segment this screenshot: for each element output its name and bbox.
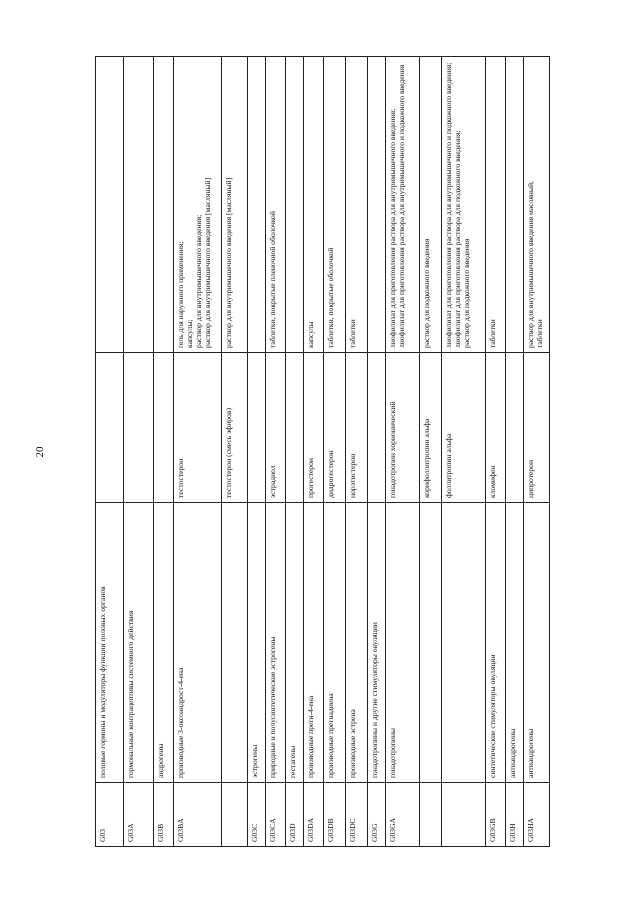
table-row [524, 57, 550, 847]
drug-name-cell: норэтистерон [346, 353, 368, 503]
dosage-form-cell: лиофилизат для приготовления раствора для внутримышечного и подкожного введения; лиофилизат для приготовления раствора для подкожного введения; раствор для подкожного введения [442, 57, 486, 353]
atc-code-cell: G03B [154, 783, 174, 847]
drug-name-cell: кломифен [486, 353, 506, 503]
atc-code-cell: G03D [286, 783, 304, 847]
group-name-cell: синтетические стимуляторы овуляции [486, 503, 506, 783]
table-row [346, 57, 368, 847]
group-name-cell: производные прегн-4-ена [304, 503, 324, 783]
table-row [506, 57, 524, 847]
drug-name-cell [248, 353, 266, 503]
drug-name-cell [506, 353, 524, 503]
group-name-cell [222, 503, 248, 783]
atc-code-cell: G03G [368, 783, 386, 847]
table-row [486, 57, 506, 847]
atc-code-cell: G03A [124, 783, 154, 847]
rotated-page-content [95, 57, 545, 847]
table-row [420, 57, 442, 847]
group-name-cell: половые гормоны и модуляторы функции половых органов [96, 503, 124, 783]
atc-code-cell: G03HA [524, 783, 550, 847]
atc-code-cell: G03CA [266, 783, 286, 847]
table-row [248, 57, 266, 847]
drug-name-cell: гонадотропин хорионический [386, 353, 420, 503]
dosage-form-cell: таблетки, покрытые пленочной оболочкой [266, 57, 286, 353]
atc-code-cell [442, 783, 486, 847]
drug-name-cell [368, 353, 386, 503]
dosage-form-cell [124, 57, 154, 353]
table-row [324, 57, 346, 847]
group-name-cell: гонадотропины [386, 503, 420, 783]
group-name-cell: гормональные контрацептивы системного действия [124, 503, 154, 783]
table-row [386, 57, 420, 847]
atc-code-cell: G03GB [486, 783, 506, 847]
drug-name-cell: эстрадиол [266, 353, 286, 503]
drug-classification-table [95, 56, 550, 847]
drug-name-cell [154, 353, 174, 503]
table-row [96, 57, 124, 847]
table-row [124, 57, 154, 847]
table-row [368, 57, 386, 847]
table-row [174, 57, 222, 847]
dosage-form-cell [286, 57, 304, 353]
dosage-form-cell: раствор для внутримышечного введения масляный; таблетки [524, 57, 550, 353]
drug-name-cell: ципротерон [524, 353, 550, 503]
dosage-form-cell: капсулы [304, 57, 324, 353]
atc-code-cell: G03 [96, 783, 124, 847]
atc-code-cell: G03DC [346, 783, 368, 847]
drug-name-cell: корифоллитропин альфа [420, 353, 442, 503]
table-row [154, 57, 174, 847]
dosage-form-cell: таблетки [346, 57, 368, 353]
dosage-form-cell: таблетки, покрытые оболочкой [324, 57, 346, 353]
drug-name-cell [96, 353, 124, 503]
group-name-cell: производные прегнадиена [324, 503, 346, 783]
dosage-form-cell [506, 57, 524, 353]
table-row [304, 57, 324, 847]
group-name-cell [420, 503, 442, 783]
dosage-form-cell [248, 57, 266, 353]
atc-code-cell [222, 783, 248, 847]
table-row [286, 57, 304, 847]
group-name-cell: антиандрогены [524, 503, 550, 783]
dosage-form-cell [154, 57, 174, 353]
table-row [222, 57, 248, 847]
atc-code-cell: G03DB [324, 783, 346, 847]
page-number: 20 [34, 446, 46, 458]
group-name-cell: производные эстрена [346, 503, 368, 783]
group-name-cell [442, 503, 486, 783]
drug-name-cell: тестостерон (смесь эфиров) [222, 353, 248, 503]
dosage-form-cell: таблетки [486, 57, 506, 353]
group-name-cell: производные 3-оксоандрост-4-ена [174, 503, 222, 783]
drug-name-cell: фоллитропин альфа [442, 353, 486, 503]
group-name-cell: антиандрогены [506, 503, 524, 783]
table-row [442, 57, 486, 847]
drug-name-cell [286, 353, 304, 503]
atc-code-cell: G03C [248, 783, 266, 847]
dosage-form-cell: лиофилизат для приготовления раствора для внутримышечного введения; лиофилизат для приготовления раствора для внутримышечного и подкожного введения [386, 57, 420, 353]
dosage-form-cell [368, 57, 386, 353]
atc-code-cell: G03GA [386, 783, 420, 847]
drug-name-cell: дидрогестерон [324, 353, 346, 503]
atc-code-cell: G03DA [304, 783, 324, 847]
atc-code-cell: G03H [506, 783, 524, 847]
table-row [266, 57, 286, 847]
drug-name-cell: прогестерон [304, 353, 324, 503]
group-name-cell: андрогены [154, 503, 174, 783]
drug-name-cell: тестостерон [174, 353, 222, 503]
atc-code-cell [420, 783, 442, 847]
atc-code-cell: G03BA [174, 783, 222, 847]
dosage-form-cell [96, 57, 124, 353]
drug-name-cell [124, 353, 154, 503]
dosage-form-cell: гель для наружного применения; капсулы; раствор для внутримышечного введения; раствор для внутримышечного введения [масляный] [174, 57, 222, 353]
dosage-form-cell: раствор для подкожного введения [420, 57, 442, 353]
group-name-cell: эстрогены [248, 503, 266, 783]
group-name-cell: природные и полусинтетические эстрогены [266, 503, 286, 783]
group-name-cell: гонадотропины и другие стимуляторы овуляции [368, 503, 386, 783]
dosage-form-cell: раствор для внутримышечного введения [масляный] [222, 57, 248, 353]
group-name-cell: гестагены [286, 503, 304, 783]
